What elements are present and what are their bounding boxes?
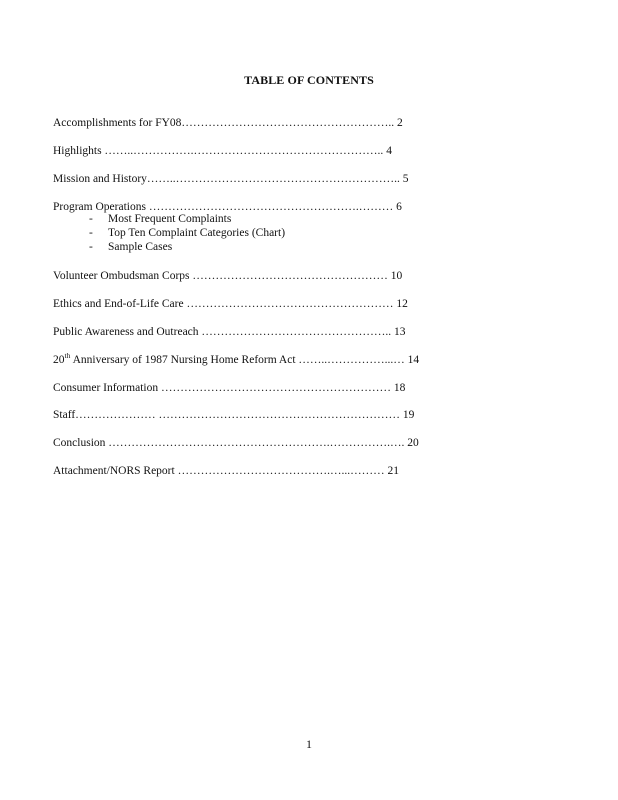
subitem-dash: - (89, 241, 93, 253)
toc-entry-text: Program Operations ……………………………………………….……… (53, 201, 397, 213)
toc-entry-program-operations (53, 200, 402, 214)
toc-entry-public-awareness (53, 325, 406, 339)
toc-subitem-sample-cases (89, 241, 172, 254)
toc-entry-text: Ethics and End-of-Life Care ……………………………………………… (53, 298, 397, 310)
toc-entry-text: Consumer Information …………………………………………………… (53, 382, 394, 394)
toc-entry-attachment-nors (53, 464, 399, 478)
toc-entry-page: 14 (407, 354, 420, 366)
toc-entry-conclusion (53, 436, 419, 450)
toc-subitem-most-frequent-complaints (89, 213, 231, 226)
toc-entry-page: 19 (402, 409, 415, 421)
subitem-dash: - (89, 227, 93, 239)
toc-entry-text: Anniversary of 1987 Nursing Home Reform Act ……..……………...… (70, 354, 408, 366)
toc-entry-page: 10 (390, 270, 403, 282)
toc-entry-text: Mission and History……..………………………………………………….. (53, 173, 400, 185)
toc-entry-text: Public Awareness and Outreach ………………………………………….. (53, 326, 392, 338)
toc-entry-page: 5 (402, 173, 409, 185)
toc-entry-page: 20 (407, 437, 419, 449)
toc-entry-superscript: th (64, 351, 71, 361)
subitem-text: Most Frequent Complaints (108, 213, 232, 225)
toc-entry-text: Volunteer Ombudsman Corps …………………………………………… (53, 270, 391, 282)
toc-entry-page: 18 (393, 382, 406, 394)
toc-entry-page: 6 (396, 201, 402, 213)
toc-entry-page: 2 (397, 117, 403, 129)
toc-entry-consumer-information (53, 381, 405, 395)
toc-entry-text: Attachment/NORS Report ………………………………….…...……… (53, 465, 388, 477)
subitem-dash: - (89, 213, 93, 225)
toc-entry-text: Highlights ……..…………….………………………………………….. (53, 145, 384, 157)
toc-entry-text: Staff………………… ……………………………………………………… (53, 409, 403, 421)
toc-entry-highlights (53, 144, 392, 158)
toc-entry-text: Accomplishments for FY08……………………………………………….. (53, 117, 395, 129)
toc-entry-mission-history (53, 172, 409, 186)
toc-entry-text-prefix: 20 (53, 354, 65, 366)
toc-entry-page: 4 (386, 145, 392, 157)
subitem-text: Top Ten Complaint Categories (Chart) (108, 227, 286, 239)
toc-entry-volunteer-ombudsman-corps (53, 269, 402, 283)
subitem-text: Sample Cases (108, 241, 173, 253)
page-number: 1 (306, 737, 312, 751)
toc-entry-page: 21 (387, 465, 399, 477)
toc-entry-anniversary (53, 353, 419, 367)
toc-entry-page: 13 (394, 326, 406, 338)
toc-entry-page: 12 (396, 298, 408, 310)
toc-subitem-top-ten-complaint-categories (89, 227, 285, 240)
page-title: TABLE OF CONTENTS (244, 73, 374, 87)
toc-entry-staff (53, 408, 414, 422)
toc-entry-ethics-end-of-life (53, 297, 408, 311)
toc-entry-text: Conclusion ………………………………………………….…………….…. (53, 437, 408, 449)
toc-entry-accomplishments (53, 116, 403, 130)
